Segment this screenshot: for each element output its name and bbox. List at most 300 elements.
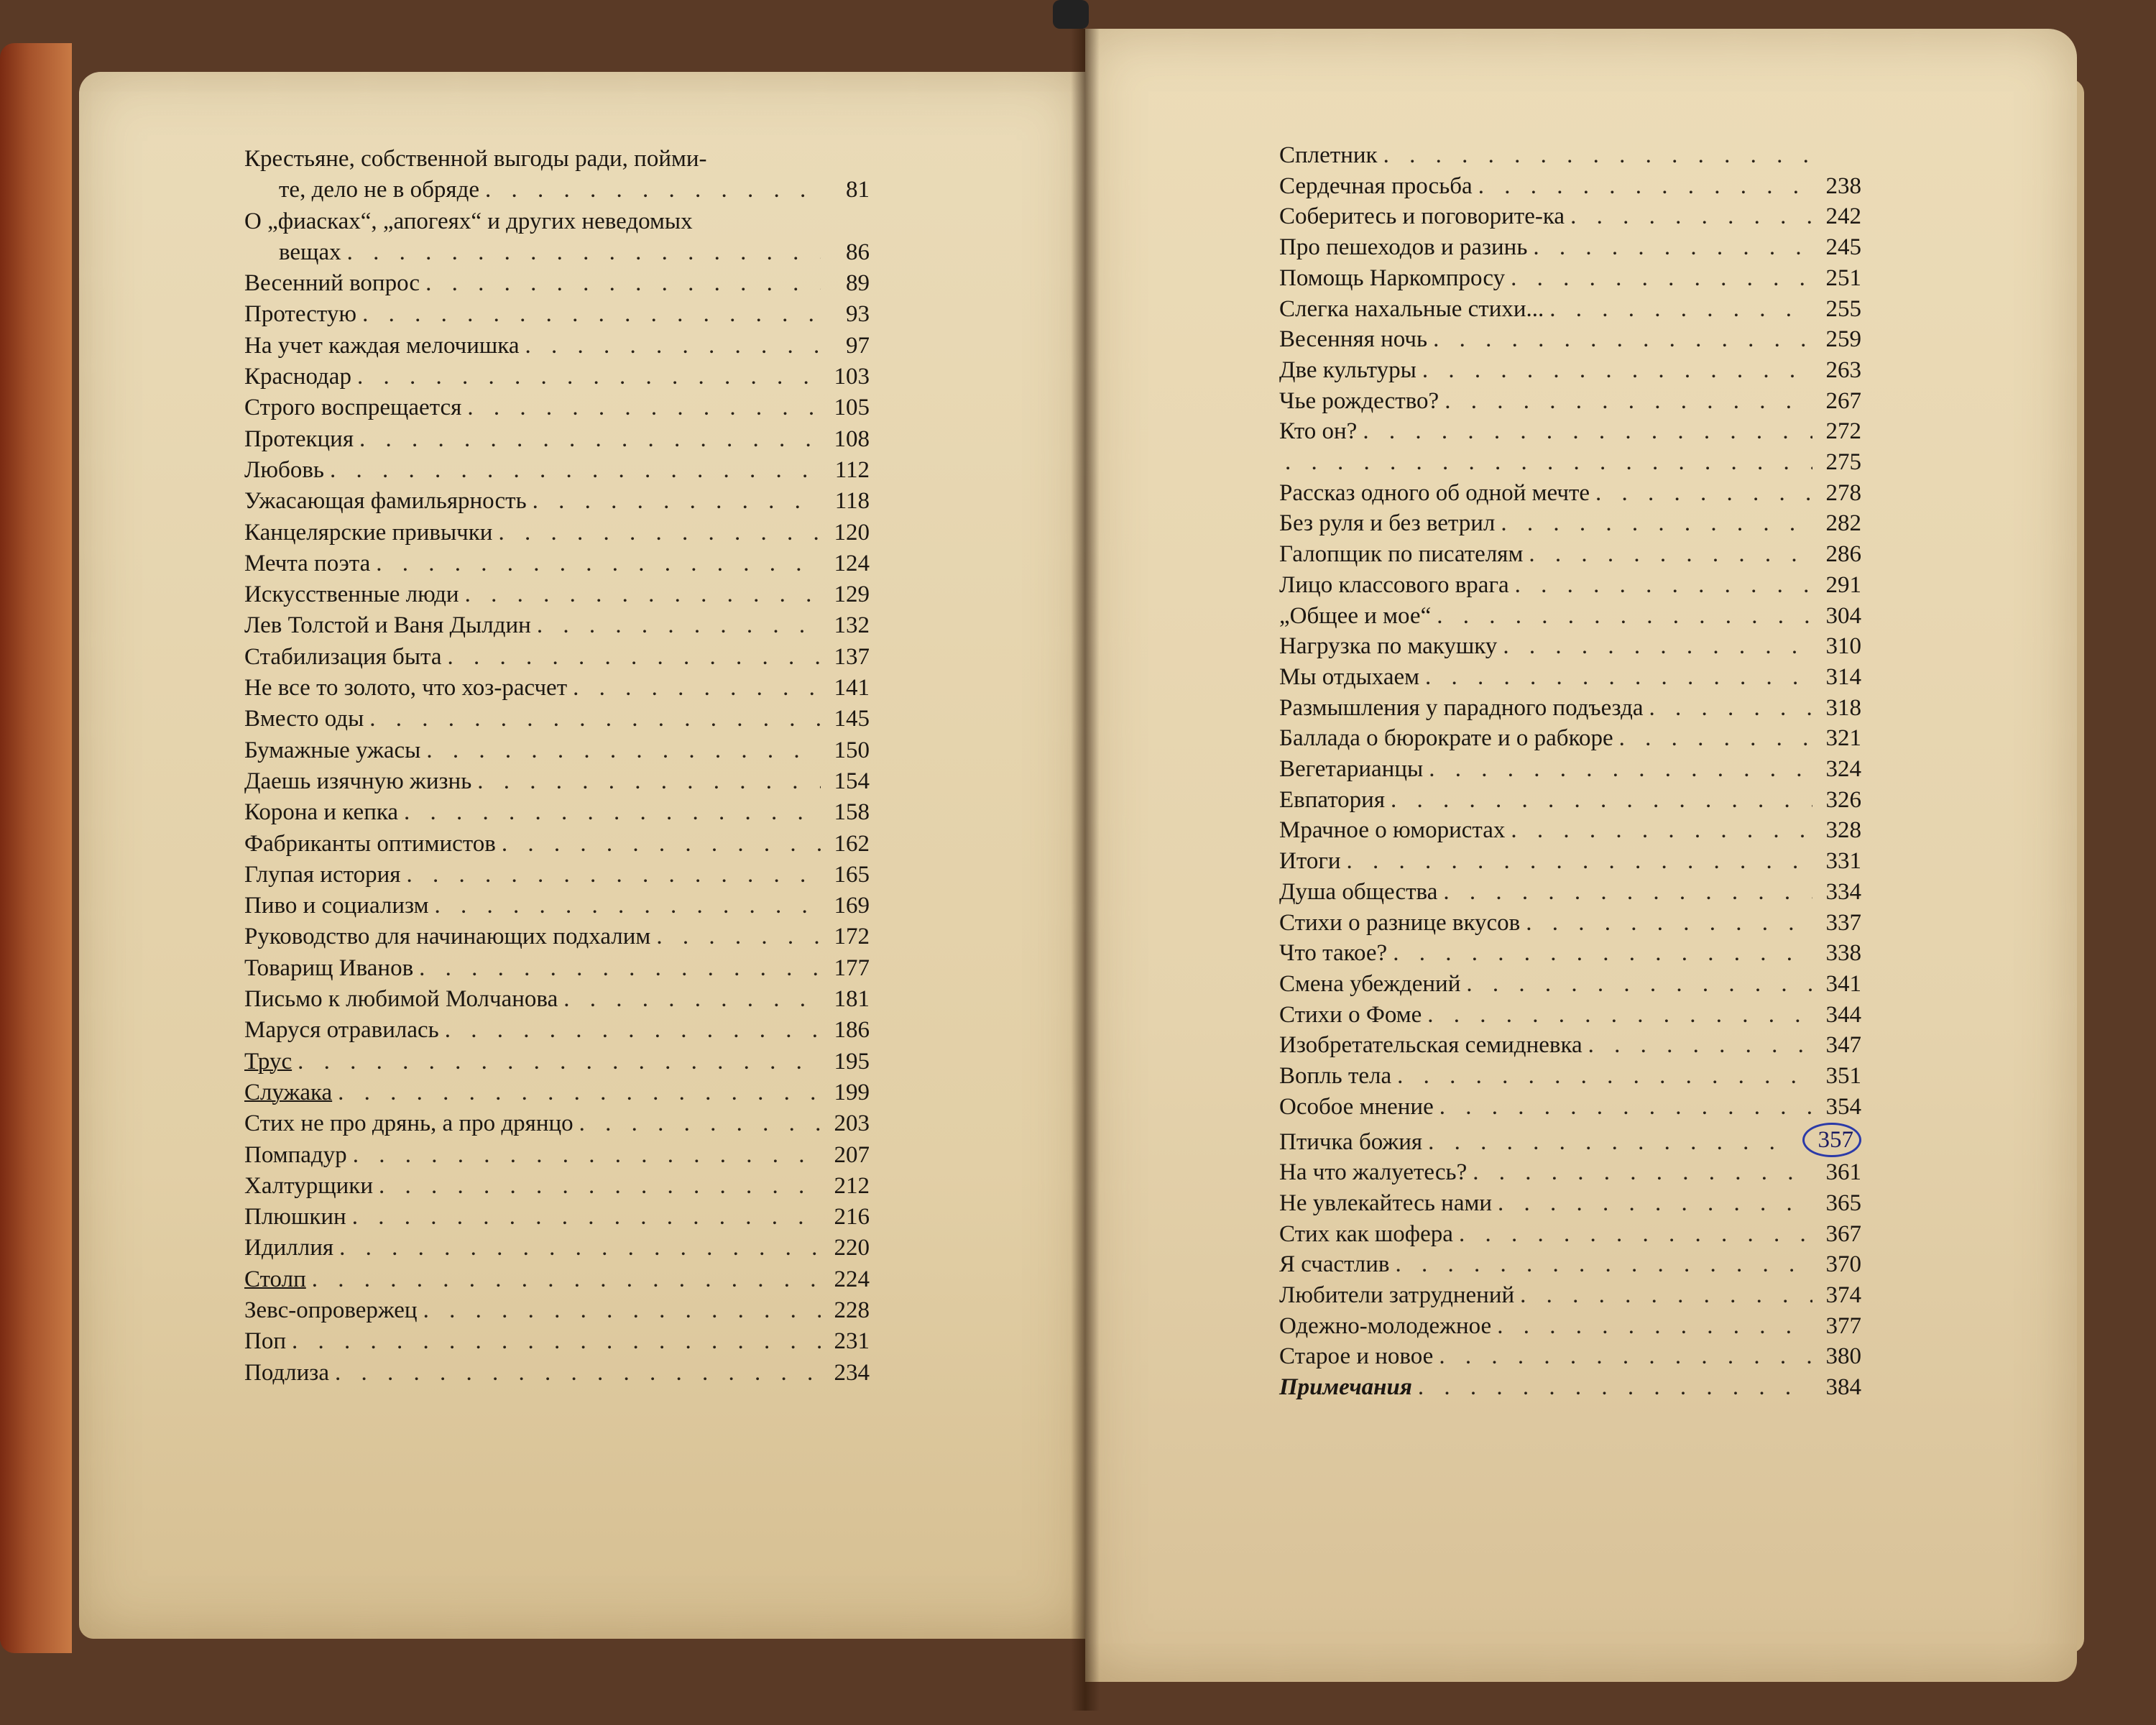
dot-leader [406, 860, 821, 891]
dot-leader [563, 984, 821, 1015]
toc-entry-title-line2: те, дело не в обряде [279, 177, 480, 203]
toc-page-number: 207 [834, 1141, 870, 1168]
toc-entry [244, 518, 870, 548]
toc-entry-title: Лев Толстой и Ваня Дылдин [244, 612, 531, 639]
dot-leader [1503, 631, 1812, 662]
toc-entry [1279, 1311, 1861, 1342]
toc-entry-title: Крестьяне, собственной выгоды ради, пойми- [244, 146, 707, 172]
toc-entry [244, 1233, 870, 1264]
toc-entry-title: Строго воспрещается [244, 395, 462, 421]
toc-entry-title: Соберитесь и поговорите-ка [1279, 203, 1565, 230]
dot-leader [362, 299, 821, 330]
dot-leader [298, 1046, 821, 1077]
dot-leader [1445, 386, 1812, 417]
toc-entry-title: Руководство для начинающих подхалим [244, 924, 651, 950]
toc-page-number: 361 [1825, 1159, 1861, 1186]
toc-entry [244, 548, 870, 579]
dot-leader [1439, 1341, 1812, 1372]
toc-page-number: 224 [834, 1266, 870, 1292]
toc-page-number: 351 [1825, 1063, 1861, 1090]
toc-page-number: 344 [1825, 1001, 1861, 1028]
toc-page-number: 216 [834, 1204, 870, 1230]
dot-leader [1466, 969, 1812, 1000]
toc-entry-title: Я счастлив [1279, 1251, 1390, 1278]
dot-leader [1497, 1311, 1812, 1342]
toc-page-number: 251 [1825, 264, 1861, 291]
toc-entry [244, 1015, 870, 1046]
dot-leader [1619, 723, 1812, 754]
toc-entry-title: Душа общества [1279, 878, 1438, 905]
dot-leader [359, 424, 821, 455]
toc-entry-title: Стих как шофера [1279, 1220, 1453, 1247]
toc-entry-title: Стихи о разнице вкусов [1279, 909, 1521, 936]
book-cover-edge [0, 43, 72, 1653]
toc-entry [1279, 232, 1861, 263]
toc-entry [244, 642, 870, 673]
dot-leader [579, 1108, 821, 1139]
dot-leader [1588, 1030, 1812, 1061]
toc-entry [1279, 201, 1861, 232]
toc-page-number: 145 [834, 706, 870, 732]
toc-page-number: 86 [846, 239, 870, 265]
toc-entry-title: Краснодар [244, 364, 351, 390]
toc-entry-title: Рассказ одного об одной мечте [1279, 479, 1590, 506]
toc-page-number: 374 [1825, 1282, 1861, 1309]
toc-entry [244, 362, 870, 392]
toc-entry-title: Глупая история [244, 861, 401, 888]
toc-entry-title: Письмо к любимой Молчанова [244, 986, 558, 1013]
toc-entry-title: Товарищ Иванов [244, 954, 414, 981]
toc-page-number: 103 [834, 364, 870, 390]
toc-page-number: 291 [1825, 571, 1861, 598]
toc-entry [244, 268, 870, 299]
toc-entry [1279, 171, 1861, 202]
toc-entry-title: Мечта поэта [244, 550, 371, 576]
toc-page-number: 324 [1825, 756, 1861, 783]
dot-leader [1422, 355, 1812, 386]
toc-entry-title: Поп [244, 1328, 286, 1355]
dot-leader [404, 797, 821, 828]
dot-leader [1511, 815, 1812, 846]
toc-entry [244, 206, 870, 269]
toc-page-number: 267 [1825, 387, 1861, 414]
dot-leader [379, 1171, 821, 1202]
dot-leader [1427, 1000, 1812, 1031]
toc-entry-continuation [244, 237, 870, 268]
dot-leader [1418, 1372, 1812, 1403]
dot-leader [1363, 416, 1812, 447]
dot-leader [1649, 693, 1812, 724]
toc-entry [244, 1171, 870, 1202]
toc-entry-title: Столп [244, 1266, 306, 1292]
toc-entry [244, 1295, 870, 1326]
toc-entry [1279, 478, 1861, 509]
toc-entry-title: Баллада о бюрократе и о рабкоре [1279, 725, 1613, 752]
toc-entry [244, 1077, 870, 1108]
dot-leader [1570, 201, 1812, 232]
toc-entry [1279, 631, 1861, 662]
toc-page-number: 314 [1825, 663, 1861, 690]
toc-page-number: 278 [1825, 479, 1861, 506]
dot-leader [465, 579, 821, 610]
toc-page-number: 238 [1825, 172, 1861, 199]
toc-page-number: 169 [834, 893, 870, 919]
dot-leader [1433, 324, 1812, 355]
dot-leader [1473, 1157, 1812, 1188]
toc-entry-title: Не увлекайтесь нами [1279, 1190, 1493, 1216]
toc-entry-title: Слегка нахальные стихи... [1279, 295, 1544, 322]
toc-page-number: 328 [1825, 817, 1861, 844]
toc-entry-title: Не все то золото, что хоз-расчет [244, 675, 568, 702]
dot-leader [352, 1202, 821, 1233]
toc-page-number: 384 [1825, 1374, 1861, 1401]
toc-page-number: 181 [834, 986, 870, 1013]
dot-leader [1429, 754, 1812, 785]
toc-entry-title: Одежно-молодежное [1279, 1312, 1492, 1339]
toc-entry-title: Любители затруднений [1279, 1282, 1515, 1309]
toc-page-number: 304 [1825, 602, 1861, 629]
toc-page-number: 282 [1825, 510, 1861, 537]
toc-entry-title: Вместо оды [244, 706, 364, 732]
toc-page-number: 89 [846, 270, 870, 297]
dot-leader [1595, 478, 1812, 509]
toc-page-number: 255 [1825, 295, 1861, 322]
toc-page-number: 347 [1825, 1032, 1861, 1059]
toc-entry-title: На что жалуетесь? [1279, 1159, 1468, 1186]
toc-entry [1279, 294, 1861, 325]
toc-entry-title: Маруся отравилась [244, 1017, 439, 1044]
toc-entry [1279, 140, 1861, 171]
toc-entry-title: Протестую [244, 301, 357, 328]
dot-leader [1478, 171, 1812, 202]
dot-leader [467, 392, 821, 423]
toc-page-number: 380 [1825, 1343, 1861, 1370]
toc-entry-title: Итоги [1279, 848, 1341, 875]
toc-entry [1279, 570, 1861, 601]
toc-page-number: 150 [834, 737, 870, 763]
dot-leader [1425, 662, 1812, 693]
toc-entry [244, 704, 870, 735]
toc-entry-title: Лицо классового врага [1279, 571, 1509, 598]
binding-thread [1053, 0, 1089, 29]
toc-entry-title: Чье рождество? [1279, 387, 1439, 414]
toc-page-number: 141 [834, 675, 870, 702]
toc-entry-title: Нагрузка по макушку [1279, 633, 1498, 660]
toc-entry-title: Изобретательская семидневка [1279, 1032, 1583, 1059]
toc-page-number: 165 [834, 861, 870, 888]
toc-page-number: 365 [1825, 1190, 1861, 1216]
toc-page-number: 231 [834, 1328, 870, 1355]
toc-entry [1279, 1061, 1861, 1092]
dot-leader [1549, 294, 1812, 325]
toc-page-number: 162 [834, 830, 870, 857]
dot-leader [1428, 1127, 1797, 1158]
toc-entry-title: „Общее и мое“ [1279, 602, 1432, 629]
toc-entry [1279, 447, 1861, 478]
toc-entry-title: Зевс-опровержец [244, 1297, 418, 1323]
dot-leader [1383, 140, 1812, 171]
toc-page-number: 132 [834, 612, 870, 639]
toc-page-number: 318 [1825, 694, 1861, 721]
toc-entry-title: Служака [244, 1079, 333, 1105]
circled-page-number: 357 [1802, 1123, 1861, 1158]
toc-entry [244, 1140, 870, 1171]
toc-entry [244, 331, 870, 362]
toc-entry [244, 579, 870, 610]
toc-entry-title: Бумажные ужасы [244, 737, 421, 763]
toc-entry-title: Ужасающая фамильярность [244, 488, 527, 515]
dot-leader [1285, 447, 1812, 478]
toc-entry [244, 455, 870, 486]
dot-leader [1391, 785, 1812, 816]
toc-entry [1279, 846, 1861, 877]
dot-leader [1515, 570, 1812, 601]
toc-entry [1279, 1092, 1861, 1123]
toc-page-number: 112 [834, 456, 870, 483]
dot-leader [338, 1077, 821, 1108]
toc-entry-title: Вегетарианцы [1279, 756, 1424, 783]
toc-entry [1279, 1341, 1861, 1372]
toc-entry-title: Помощь Наркомпросу [1279, 264, 1506, 291]
toc-entry [244, 610, 870, 641]
toc-entry [1279, 601, 1861, 632]
dot-leader [423, 1295, 821, 1326]
dot-leader [426, 735, 821, 766]
dot-leader [376, 548, 821, 579]
dot-leader [1395, 1249, 1812, 1280]
toc-page-number: 331 [1825, 848, 1861, 875]
toc-page-number: 172 [834, 924, 870, 950]
toc-page-number: 124 [834, 550, 870, 576]
toc-entry [244, 860, 870, 891]
dot-leader [1443, 877, 1812, 908]
toc-page-number: 286 [1825, 541, 1861, 568]
dot-leader [1501, 508, 1812, 539]
toc-entry [244, 797, 870, 828]
dot-leader [573, 673, 821, 704]
dot-leader [425, 268, 821, 299]
toc-entry [1279, 662, 1861, 693]
toc-page-number: 242 [1825, 203, 1861, 230]
dot-leader [353, 1140, 821, 1171]
toc-entry [244, 1108, 870, 1139]
toc-page-number: 321 [1825, 725, 1861, 752]
toc-page-number: 93 [846, 301, 870, 328]
dot-leader [533, 486, 821, 517]
toc-entry-title: Весенняя ночь [1279, 326, 1428, 353]
dot-leader [1529, 539, 1812, 570]
toc-entry-continuation [244, 175, 870, 206]
toc-entry [244, 735, 870, 766]
dot-leader [357, 362, 821, 392]
dot-leader [477, 766, 821, 797]
toc-entry-title: Помпадур [244, 1141, 347, 1168]
dot-leader [292, 1326, 821, 1357]
toc-entry [1279, 539, 1861, 570]
toc-entry [1279, 1000, 1861, 1031]
dot-leader [1498, 1188, 1812, 1219]
toc-entry-title: Стабилизация быта [244, 643, 442, 670]
toc-entry [244, 424, 870, 455]
toc-page-number: 195 [834, 1048, 870, 1075]
toc-page-number: 108 [834, 426, 870, 452]
toc-page-number: 337 [1825, 909, 1861, 936]
toc-entry-title: Халтурщики [244, 1172, 373, 1199]
toc-page-number: 367 [1825, 1220, 1861, 1247]
toc-entry-title: Весенний вопрос [244, 270, 420, 297]
toc-entry [244, 392, 870, 423]
toc-entry [244, 144, 870, 206]
toc-entry-title-line2: вещах [279, 239, 341, 265]
toc-entry-title: Галопщик по писателям [1279, 541, 1524, 568]
toc-entry [1279, 754, 1861, 785]
toc-entry-title: Стих не про дрянь, а про дрянцо [244, 1110, 573, 1137]
toc-entry-title: Стихи о Фоме [1279, 1001, 1422, 1028]
toc-page-number: 263 [1825, 356, 1861, 383]
toc-page-number: 129 [834, 581, 870, 608]
toc-entry [1279, 263, 1861, 294]
toc-page-number: 154 [834, 768, 870, 794]
toc-entry-title: Что такое? [1279, 940, 1388, 967]
dot-leader [448, 642, 821, 673]
toc-page-number: 177 [834, 954, 870, 981]
dot-leader [525, 331, 821, 362]
toc-entry [244, 486, 870, 517]
dot-leader [1511, 263, 1812, 294]
toc-page-number: 186 [834, 1017, 870, 1044]
toc-page-number: 275 [1825, 449, 1861, 476]
dot-leader [312, 1264, 821, 1295]
toc-entry [1279, 1030, 1861, 1061]
toc-entry-title: Корона и кепка [244, 799, 399, 826]
toc-entry-title: Подлиза [244, 1359, 329, 1386]
toc-entry-title: Старое и новое [1279, 1343, 1434, 1370]
toc-entry [1279, 1280, 1861, 1311]
toc-page-number: 377 [1825, 1312, 1861, 1339]
toc-entry [1279, 723, 1861, 754]
toc-entry-title: Мрачное о юмористах [1279, 817, 1506, 844]
toc-entry-title: Кто он? [1279, 418, 1358, 445]
toc-page-number: 234 [834, 1359, 870, 1386]
dot-leader [656, 921, 821, 952]
toc-entry [1279, 877, 1861, 908]
toc-entry [1279, 1157, 1861, 1188]
toc-entry [1279, 324, 1861, 355]
toc-entry-title: Смена убеждений [1279, 970, 1461, 997]
toc-entry-title: Без руля и без ветрил [1279, 510, 1496, 537]
dot-leader [419, 953, 821, 984]
toc-entry-title: Протекция [244, 426, 354, 452]
toc-page-number: 310 [1825, 633, 1861, 660]
toc-page-number: 354 [1825, 1093, 1861, 1120]
toc-page-number: 370 [1825, 1251, 1861, 1278]
toc-page-number: 137 [834, 643, 870, 670]
toc-page-number: 158 [834, 799, 870, 826]
dot-leader [1439, 1092, 1812, 1123]
dot-leader [369, 704, 821, 735]
toc-entry [1279, 1372, 1861, 1403]
toc-entry [1279, 386, 1861, 417]
toc-entry [1279, 785, 1861, 816]
toc-entry [1279, 416, 1861, 447]
toc-entry [244, 1326, 870, 1357]
toc-page-number: 199 [834, 1079, 870, 1105]
toc-entry [244, 766, 870, 797]
table-of-contents-left [244, 144, 870, 1389]
toc-page-number: 81 [846, 177, 870, 203]
toc-entry-title: Фабриканты оптимистов [244, 830, 496, 857]
dot-leader [498, 518, 821, 548]
table-of-contents-right [1279, 140, 1861, 1403]
toc-entry [244, 673, 870, 704]
dot-leader [1520, 1280, 1812, 1311]
toc-page-number: 245 [1825, 234, 1861, 261]
toc-entry [1279, 508, 1861, 539]
toc-entry [244, 829, 870, 860]
toc-page-number: 97 [846, 332, 870, 359]
toc-entry-title: Трус [244, 1048, 292, 1075]
toc-entry-title: Про пешеходов и разинь [1279, 234, 1528, 261]
toc-entry-title: Мы отдыхаем [1279, 663, 1420, 690]
toc-entry [244, 953, 870, 984]
toc-page-number: 220 [834, 1235, 870, 1261]
dot-leader [537, 610, 821, 641]
toc-entry-title: Примечания [1279, 1374, 1412, 1401]
toc-page-number: 341 [1825, 970, 1861, 997]
toc-entry [1279, 1249, 1861, 1280]
dot-leader [485, 175, 821, 206]
toc-entry [244, 299, 870, 330]
toc-entry-title: Канцелярские привычки [244, 519, 493, 546]
dot-leader [1533, 232, 1812, 263]
toc-entry [244, 921, 870, 952]
toc-entry [1279, 693, 1861, 724]
dot-leader [347, 237, 821, 268]
toc-entry-title: Две культуры [1279, 356, 1416, 383]
toc-entry [244, 1264, 870, 1295]
dot-leader [1437, 601, 1812, 632]
toc-entry [244, 891, 870, 921]
dot-leader [330, 455, 821, 486]
toc-entry [1279, 815, 1861, 846]
toc-page-number: 326 [1825, 786, 1861, 813]
toc-entry-title: Размышления у парадного подъезда [1279, 694, 1644, 721]
toc-entry [244, 1358, 870, 1389]
toc-entry-title: Особое мнение [1279, 1093, 1434, 1120]
toc-page-number: 118 [834, 488, 870, 515]
toc-entry [244, 984, 870, 1015]
dot-leader [1397, 1061, 1812, 1092]
toc-entry [244, 1046, 870, 1077]
toc-page-number: 105 [834, 395, 870, 421]
toc-entry-title: Евпатория [1279, 786, 1386, 813]
dot-leader [1526, 908, 1812, 939]
toc-entry-title: Птичка божия [1279, 1128, 1423, 1155]
toc-entry-title: Вопль тела [1279, 1063, 1392, 1090]
toc-page-number: 228 [834, 1297, 870, 1323]
toc-page-number: 272 [1825, 418, 1861, 445]
toc-page-number: 212 [834, 1172, 870, 1199]
dot-leader [445, 1015, 821, 1046]
toc-entry [244, 1202, 870, 1233]
dot-leader [1393, 938, 1812, 969]
dot-leader [335, 1358, 821, 1389]
toc-entry-title: Любовь [244, 456, 324, 483]
toc-entry-title: Сплетник [1279, 142, 1378, 168]
toc-page-number: 259 [1825, 326, 1861, 353]
dot-leader [435, 891, 821, 921]
toc-page-number: 203 [834, 1110, 870, 1137]
